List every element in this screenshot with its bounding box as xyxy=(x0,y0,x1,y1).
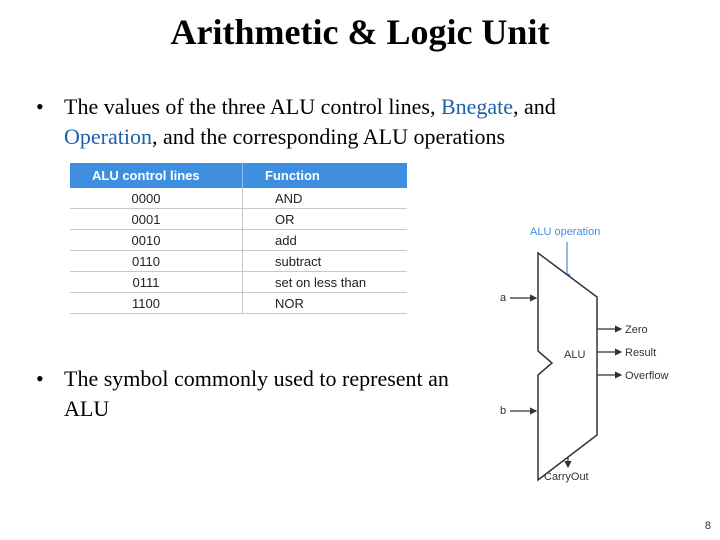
control-lines-cell: 0111 xyxy=(70,272,243,293)
slide-title: Arithmetic & Logic Unit xyxy=(170,12,550,52)
function-cell: AND xyxy=(243,188,408,209)
alu-symbol-diagram xyxy=(490,215,690,490)
table-row xyxy=(70,188,407,209)
control-lines-cell: 0000 xyxy=(70,188,243,209)
table-row xyxy=(70,272,407,293)
table-header-row xyxy=(70,163,407,188)
bullet-marker: • xyxy=(36,366,44,391)
result-output-label: Result xyxy=(625,347,657,359)
table-row xyxy=(70,293,407,314)
input-b-label: b xyxy=(500,405,507,417)
alu-body-shape xyxy=(538,253,597,480)
alu-control-table xyxy=(70,163,407,314)
table-row xyxy=(70,251,407,272)
function-cell: OR xyxy=(243,209,408,230)
control-lines-cell: 0010 xyxy=(70,230,243,251)
bullet-alu-symbol xyxy=(36,364,496,424)
bnegate-term: Bnegate xyxy=(440,94,514,119)
function-cell: subtract xyxy=(243,251,408,272)
slide-number: 8 xyxy=(704,520,711,532)
column-header-function: Function xyxy=(243,163,408,188)
input-a-label: a xyxy=(500,292,507,304)
control-lines-cell: 0110 xyxy=(70,251,243,272)
zero-output-label: Zero xyxy=(625,324,648,336)
control-lines-cell: 0001 xyxy=(70,209,243,230)
control-lines-cell: 1100 xyxy=(70,293,243,314)
bullet-marker: • xyxy=(36,94,44,119)
overflow-output-label: Overflow xyxy=(625,370,669,382)
table-row xyxy=(70,230,407,251)
alu-center-label: ALU xyxy=(564,349,586,361)
bullet-control-lines xyxy=(36,92,636,152)
column-header-control-lines: ALU control lines xyxy=(70,163,243,188)
operation-term: Operation xyxy=(64,124,152,149)
table-row xyxy=(70,209,407,230)
bullet-text: The values of the three ALU control lines, Bnegate, and Operation, and the corresponding ALU operations xyxy=(64,94,556,149)
bullet-text: The symbol commonly used to represent an ALU xyxy=(64,366,449,421)
function-cell: NOR xyxy=(243,293,408,314)
function-cell: set on less than xyxy=(243,272,408,293)
function-cell: add xyxy=(243,230,408,251)
alu-operation-label: ALU operation xyxy=(530,226,601,238)
carry-out-label: CarryOut xyxy=(544,471,589,483)
